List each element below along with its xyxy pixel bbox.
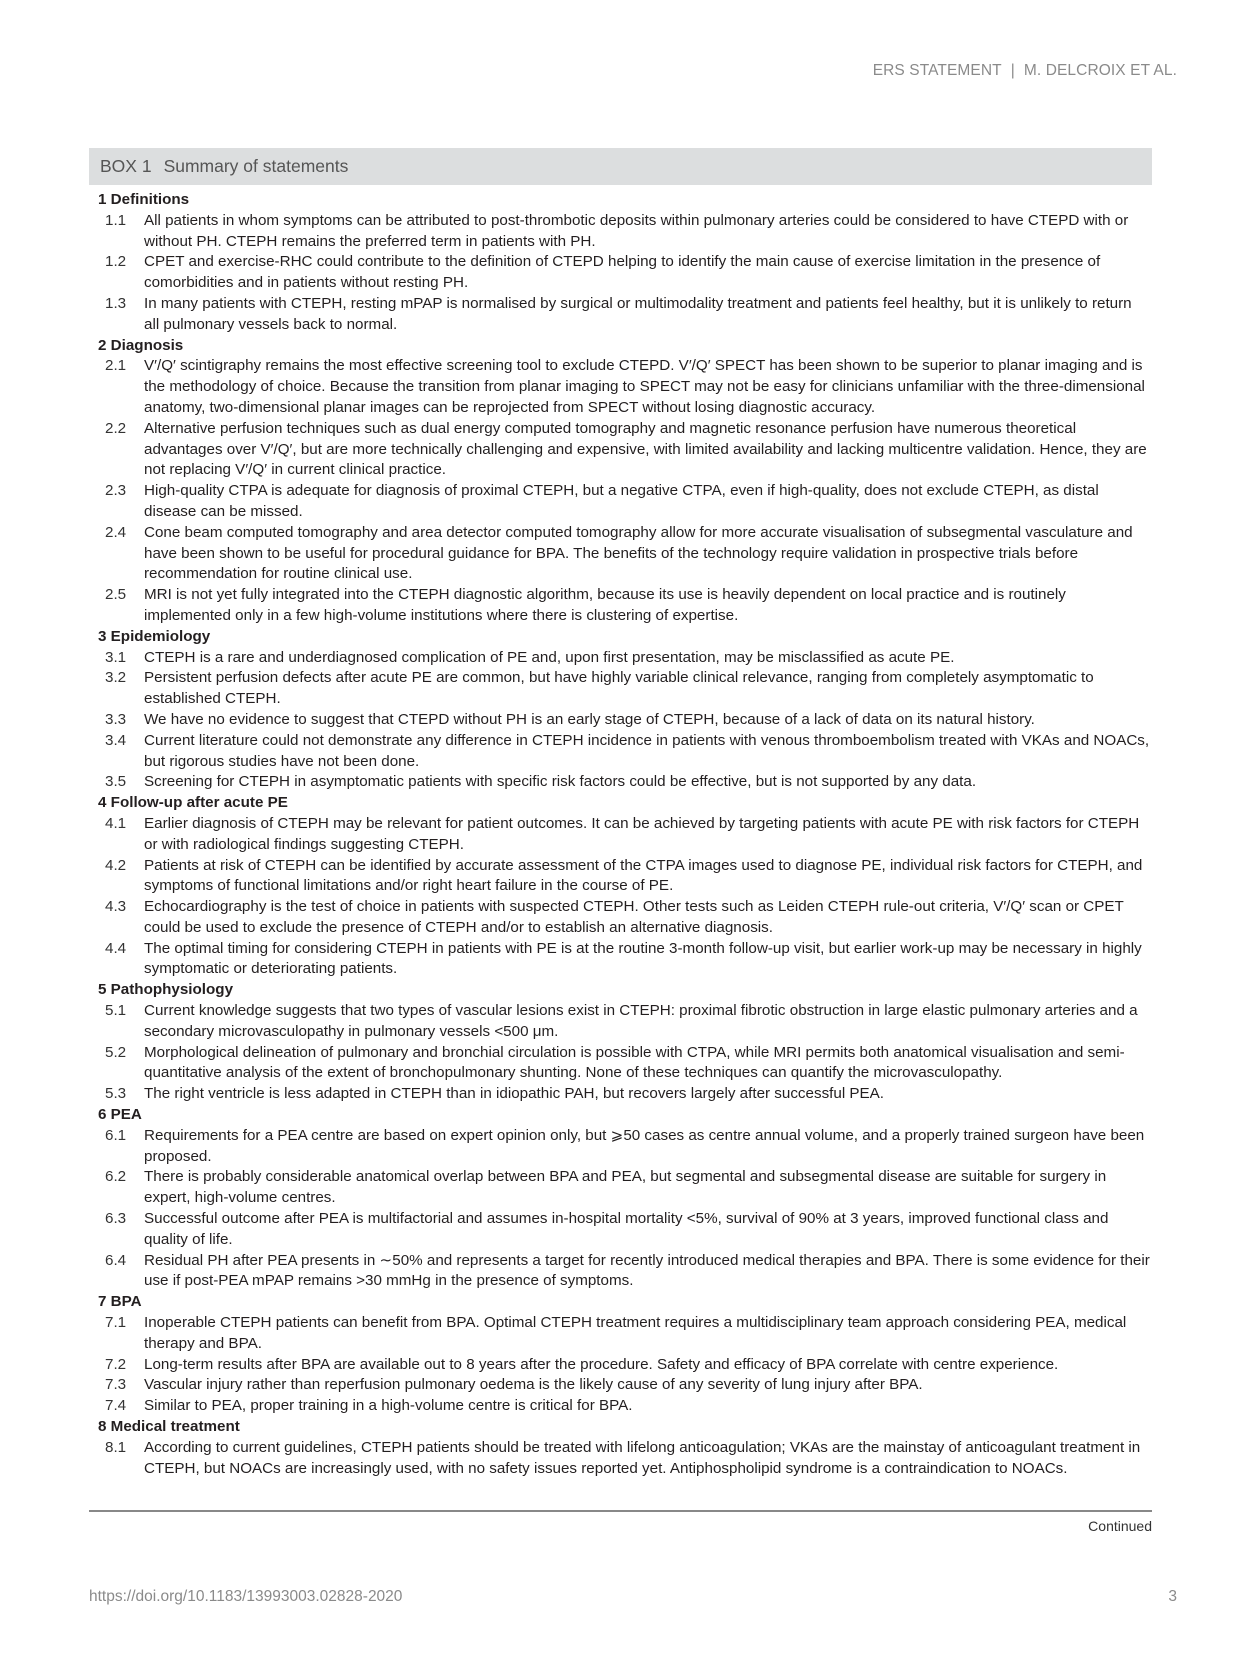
statement-item (89, 731, 1155, 773)
statement-number: 3.5 (105, 773, 127, 791)
statement-number: 6.1 (105, 1126, 127, 1144)
statement-number: 3.1 (105, 648, 127, 666)
statement-item (89, 1375, 1155, 1396)
statement-number: 5.3 (105, 1085, 127, 1103)
box-title: Summary of statements (163, 156, 349, 176)
statement-text: Successful outcome after PEA is multifactorial and assumes in-hospital mortality <5%, survival of 90% at 3 years, improved functional class and quality of life. (144, 1210, 1109, 1248)
statement-text: Current knowledge suggests that two types of vascular lesions exist in CTEPH: proximal fibrotic obstruction in large elastic pulmonary arteries and a secondary microvasculopathy in pulmonary vessels <500 μm. (144, 1002, 1138, 1040)
statement-item (89, 1209, 1155, 1251)
statement-text: Screening for CTEPH in asymptomatic patients with specific risk factors could be effective, but is not supported by any data. (144, 773, 977, 791)
statement-item (89, 897, 1155, 939)
statement-section (89, 627, 1155, 793)
statement-item (89, 1396, 1155, 1417)
section-title: 1 Definitions (98, 191, 190, 208)
statement-number: 3.4 (105, 731, 127, 749)
statement-item (89, 211, 1155, 253)
statement-section (89, 1105, 1155, 1292)
statement-item (89, 523, 1155, 585)
statement-text: Alternative perfusion techniques such as dual energy computed tomography and magnetic resonance perfusion have numerous theoretical advantages over V′/Q′, but are more technically challenging and expensive, with limited availability and lacking multicentre validation. Hence, they are not replacing V′/Q′ in current clinical practice. (144, 419, 1147, 479)
running-head-separator: | (1010, 62, 1015, 79)
statement-number: 7.2 (105, 1355, 127, 1373)
statement-number: 5.1 (105, 1002, 127, 1020)
statement-number: 4.1 (105, 814, 127, 832)
statement-text: In many patients with CTEPH, resting mPAP is normalised by surgical or multimodality treatment and patients feel healthy, but it is unlikely to return all pulmonary vessels back to normal. (144, 294, 1132, 333)
section-title: 7 BPA (98, 1293, 142, 1311)
statement-number: 1.2 (105, 253, 127, 271)
statement-text: Echocardiography is the test of choice in patients with suspected CTEPH. Other tests such as Leiden CTEPH rule-out criteria, V′/Q′ scan or CPET could be used to exclude the presence of CTEPH and/or to establish an alternative diagnosis. (144, 898, 1124, 936)
statement-number: 7.4 (105, 1397, 127, 1415)
statement-text: There is probably considerable anatomical overlap between BPA and PEA, but segmental and subsegmental disease are suitable for surgery in expert, high-volume centres. (144, 1168, 1107, 1207)
statement-number: 4.3 (105, 898, 127, 916)
statement-text: We have no evidence to suggest that CTEPD without PH is an early stage of CTEPH, because of a lack of data on its natural history. (144, 710, 1035, 728)
statement-item (89, 1313, 1155, 1355)
statements-list (89, 190, 1155, 1479)
statement-item (89, 252, 1155, 294)
statement-text: Persistent perfusion defects after acute PE are common, but have highly variable clinical relevance, ranging from completely asymptomatic to established CTEPH. (144, 669, 1094, 708)
statement-text: Residual PH after PEA presents in ∼50% and represents a target for recently introduced medical therapies and BPA. There is some evidence for their use if post-PEA mPAP remains >30 mmHg in the presence of symptoms. (144, 1251, 1150, 1290)
statement-number: 6.4 (105, 1251, 127, 1269)
statement-number: 3.3 (105, 710, 127, 728)
section-title: 2 Diagnosis (98, 336, 184, 354)
statement-item (89, 1167, 1155, 1209)
statement-section (89, 1417, 1155, 1479)
statement-number: 6.3 (105, 1210, 127, 1228)
statement-text: Morphological delineation of pulmonary and bronchial circulation is possible with CTPA, while MRI permits both anatomical visualisation and semi-quantitative analysis of the extent of bronchopulmonary shunting. None of these techniques can quantify the microvasculopathy. (144, 1043, 1125, 1082)
statement-item (89, 1126, 1155, 1168)
statement-text: According to current guidelines, CTEPH patients should be treated with lifelong anticoagulation; VKAs are the mainstay of anticoagulant treatment in CTEPH, but NOACs are increasingly used, with no safety issues reported yet. Antiphospholipid syndrome is a contraindication to NOACs. (144, 1438, 1141, 1477)
section-title: 6 PEA (98, 1106, 142, 1124)
statement-item (89, 1084, 1155, 1105)
statement-item (89, 856, 1155, 898)
statement-text: Current literature could not demonstrate any difference in CTEPH incidence in patients with venous thromboembolism treated with VKAs and NOACs, but rigorous studies have not been done. (144, 731, 1150, 770)
statement-text: Requirements for a PEA centre are based on expert opinion only, but ⩾50 cases as centre annual volume, and a properly trained surgeon have been proposed. (144, 1126, 1145, 1165)
footer-doi-link[interactable]: https://doi.org/10.1183/13993003.02828-2020 (89, 1588, 403, 1605)
section-title: 5 Pathophysiology (98, 981, 234, 999)
statement-item (89, 668, 1155, 710)
statement-number: 7.1 (105, 1314, 127, 1332)
statement-number: 6.2 (105, 1168, 127, 1186)
statement-number: 2.1 (105, 357, 127, 375)
box-header (89, 148, 1152, 185)
statement-item (89, 419, 1155, 481)
statement-text: CPET and exercise-RHC could contribute to the definition of CTEPD helping to identify the main cause of exercise limitation in the presence of comorbidities and in patients without resting PH. (144, 253, 1101, 292)
box-bottom-rule (89, 1510, 1152, 1512)
statement-number: 4.4 (105, 939, 127, 957)
statement-text: Similar to PEA, proper training in a high-volume centre is critical for BPA. (144, 1397, 633, 1415)
statement-item (89, 1355, 1155, 1376)
statement-number: 2.5 (105, 586, 127, 604)
statement-section (89, 190, 1155, 336)
statement-number: 7.3 (105, 1376, 127, 1394)
statement-text: MRI is not yet fully integrated into the CTEPH diagnostic algorithm, because its use is heavily dependent on local practice and is routinely implemented only in a few high-volume institutions where there is clustering of expertise. (144, 586, 1066, 624)
statement-text: All patients in whom symptoms can be attributed to post-thrombotic deposits within pulmonary arteries could be considered to have CTEPD with or without PH. CTEPH remains the preferred term in patients with PH. (144, 211, 1129, 250)
statement-section (89, 1292, 1155, 1417)
statement-text: Inoperable CTEPH patients can benefit from BPA. Optimal CTEPH treatment requires a multidisciplinary team approach considering PEA, medical therapy and BPA. (144, 1314, 1127, 1352)
statement-item (89, 1251, 1155, 1293)
running-head-authors: M. DELCROIX ET AL. (1023, 62, 1177, 79)
statement-section (89, 793, 1155, 980)
statement-number: 2.3 (105, 482, 127, 500)
section-title: 8 Medical treatment (98, 1418, 240, 1436)
running-head-title: ERS STATEMENT (872, 62, 1002, 79)
statement-item (89, 814, 1155, 856)
statement-item (89, 1043, 1155, 1085)
statement-number: 1.3 (105, 294, 127, 312)
statement-item (89, 710, 1155, 731)
page-number: 3 (1168, 1588, 1177, 1605)
statement-item (89, 294, 1155, 336)
statement-text: High-quality CTPA is adequate for diagnosis of proximal CTEPH, but a negative CTPA, even if high-quality, does not exclude CTEPH, as distal disease can be missed. (144, 482, 1099, 520)
statement-item (89, 585, 1155, 627)
statement-text: Vascular injury rather than reperfusion pulmonary oedema is the likely cause of any severity of lung injury after BPA. (144, 1376, 923, 1394)
statement-text: The right ventricle is less adapted in CTEPH than in idiopathic PAH, but recovers largely after successful PEA. (144, 1085, 885, 1103)
statement-number: 4.2 (105, 856, 127, 874)
statement-number: 5.2 (105, 1043, 127, 1061)
statement-item (89, 1438, 1155, 1480)
box-label: BOX 1 (100, 156, 152, 176)
statement-item (89, 1001, 1155, 1043)
statement-item (89, 772, 1155, 793)
statement-text: V′/Q′ scintigraphy remains the most effective screening tool to exclude CTEPD. V′/Q′ SPECT has been shown to be superior to planar imaging and is the methodology of choice. Because the transition from planar imaging to SPECT may not be easy for clinicians unfamiliar with the three-dimensional anatomy, two-dimensional planar images can be reprojected from SPECT without losing diagnostic accuracy. (144, 357, 1145, 416)
statement-number: 2.4 (105, 523, 127, 541)
statement-number: 3.2 (105, 669, 127, 687)
statement-section (89, 980, 1155, 1105)
statement-number: 8.1 (105, 1438, 127, 1456)
statement-number: 1.1 (105, 211, 127, 229)
statement-item (89, 648, 1155, 669)
continued-label: Continued (1088, 1518, 1152, 1534)
statement-item (89, 356, 1155, 418)
statement-text: Cone beam computed tomography and area detector computed tomography allow for more accurate visualisation of subsegmental vasculature and have been shown to be useful for procedural guidance for BPA. The benefits of the technology require validation in prospective trials before recommendation for routine clinical use. (144, 523, 1133, 583)
statement-text: Long-term results after BPA are available out to 8 years after the procedure. Safety and efficacy of BPA correlate with centre experience. (144, 1355, 1059, 1373)
statement-item (89, 481, 1155, 523)
section-title: 3 Epidemiology (98, 627, 211, 645)
statement-text: The optimal timing for considering CTEPH in patients with PE is at the routine 3-month follow-up visit, but earlier work-up may be necessary in highly symptomatic or deteriorating patients. (144, 939, 1142, 978)
statement-item (89, 939, 1155, 981)
running-head (873, 62, 1177, 80)
statement-section (89, 336, 1155, 627)
statement-text: Patients at risk of CTEPH can be identified by accurate assessment of the CTPA images used to diagnose PE, individual risk factors for CTEPH, and symptoms of functional limitations and/or right heart failure in the course of PE. (144, 856, 1143, 895)
statement-text: Earlier diagnosis of CTEPH may be relevant for patient outcomes. It can be achieved by targeting patients with acute PE with risk factors for CTEPH or with radiological findings suggesting CTEPH. (144, 814, 1140, 853)
statement-number: 2.2 (105, 419, 127, 437)
statement-text: CTEPH is a rare and underdiagnosed complication of PE and, upon first presentation, may be misclassified as acute PE. (144, 648, 955, 666)
section-title: 4 Follow-up after acute PE (98, 794, 288, 812)
